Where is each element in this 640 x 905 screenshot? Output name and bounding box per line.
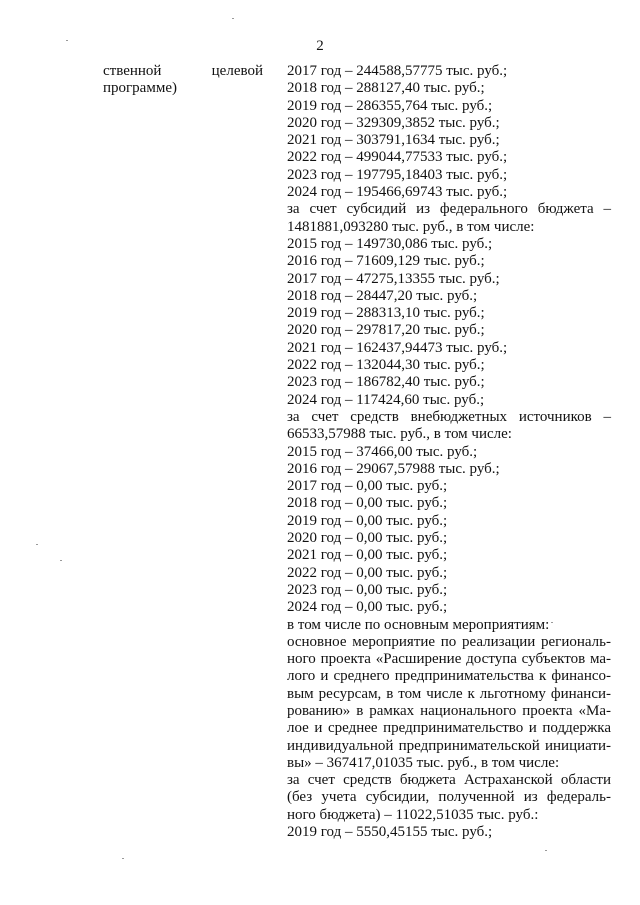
text-line: ного проекта «Расширение доступа субъектов ма- — [287, 651, 611, 668]
text-line: 2019 год – 286355,764 тыс. руб.; — [287, 97, 493, 114]
text-line: 1481881,093280 тыс. руб., в том числе: — [287, 218, 535, 235]
text-line: 2023 год – 186782,40 тыс. руб.; — [287, 374, 485, 391]
text-line: в том числе по основным мероприятиям: — [287, 616, 550, 633]
text-line: 2024 год – 195466,69743 тыс. руб.; — [287, 184, 508, 201]
text-line: 2024 год – 117424,60 тыс. руб.; — [287, 391, 485, 408]
text-line: 66533,57988 тыс. руб., в том числе: — [287, 426, 512, 443]
text-line: (без учета субсидии, полученной из федераль- — [287, 789, 611, 806]
text-line: индивидуальной предпринимательской инициати- — [287, 737, 611, 754]
right-column — [287, 63, 611, 841]
text-line: 2015 год – 37466,00 тыс. руб.; — [287, 443, 478, 460]
text-line: 2019 год – 0,00 тыс. руб.; — [287, 512, 448, 529]
text-line: вы» – 367417,01035 тыс. руб., в том числе: — [287, 754, 560, 771]
text-line: за счет средств бюджета Астраханской области — [287, 772, 611, 789]
text-line: 2018 год – 288127,40 тыс. руб.; — [287, 80, 485, 97]
text-line: основное мероприятие по реализации региональ- — [287, 633, 611, 650]
text-line: 2019 год – 5550,45155 тыс. руб.; — [287, 824, 493, 841]
left-column-word-2: целевой — [211, 63, 263, 79]
text-line: 2019 год – 288313,10 тыс. руб.; — [287, 305, 485, 322]
left-column-line-1 — [103, 63, 263, 80]
text-line: 2021 год – 0,00 тыс. руб.; — [287, 547, 448, 564]
text-line: 2023 год – 197795,18403 тыс. руб.; — [287, 166, 508, 183]
left-column — [103, 63, 263, 98]
text-line: 2016 год – 29067,57988 тыс. руб.; — [287, 460, 500, 477]
text-line: 2016 год – 71609,129 тыс. руб.; — [287, 253, 485, 270]
text-line: 2017 год – 0,00 тыс. руб.; — [287, 478, 448, 495]
text-line: 2022 год – 0,00 тыс. руб.; — [287, 564, 448, 581]
text-line: рованию» в рамках национального проекта «Ма- — [287, 702, 611, 719]
left-column-word-1: ственной — [103, 63, 162, 79]
text-line: вым ресурсам, в том числе к льготному финанси- — [287, 685, 611, 702]
text-line: 2018 год – 0,00 тыс. руб.; — [287, 495, 448, 512]
text-line: 2020 год – 0,00 тыс. руб.; — [287, 530, 448, 547]
text-line: 2020 год – 297817,20 тыс. руб.; — [287, 322, 485, 339]
text-line: 2020 год – 329309,3852 тыс. руб.; — [287, 114, 500, 131]
page-number: 2 — [316, 38, 324, 54]
text-line: 2015 год – 149730,086 тыс. руб.; — [287, 235, 493, 252]
text-line: за счет субсидий из федерального бюджета – — [287, 201, 611, 218]
text-line: 2022 год – 132044,30 тыс. руб.; — [287, 357, 485, 374]
text-line: 2023 год – 0,00 тыс. руб.; — [287, 581, 448, 598]
text-line: лого и среднего предпринимательства к финансо- — [287, 668, 611, 685]
text-line: 2021 год – 303791,1634 тыс. руб.; — [287, 132, 500, 149]
text-line: за счет средств внебюджетных источников – — [287, 408, 611, 425]
text-line: ного бюджета) – 11022,51035 тыс. руб.: — [287, 806, 539, 823]
text-line: 2024 год – 0,00 тыс. руб.; — [287, 599, 448, 616]
text-line: 2022 год – 499044,77533 тыс. руб.; — [287, 149, 508, 166]
text-line: 2017 год – 47275,13355 тыс. руб.; — [287, 270, 500, 287]
text-line: лое и среднее предпринимательство и поддержка — [287, 720, 611, 737]
left-column-line-2: программе) — [103, 80, 177, 97]
text-line: 2021 год – 162437,94473 тыс. руб.; — [287, 339, 508, 356]
text-line: 2017 год – 244588,57775 тыс. руб.; — [287, 63, 508, 79]
text-line: 2018 год – 28447,20 тыс. руб.; — [287, 287, 478, 304]
